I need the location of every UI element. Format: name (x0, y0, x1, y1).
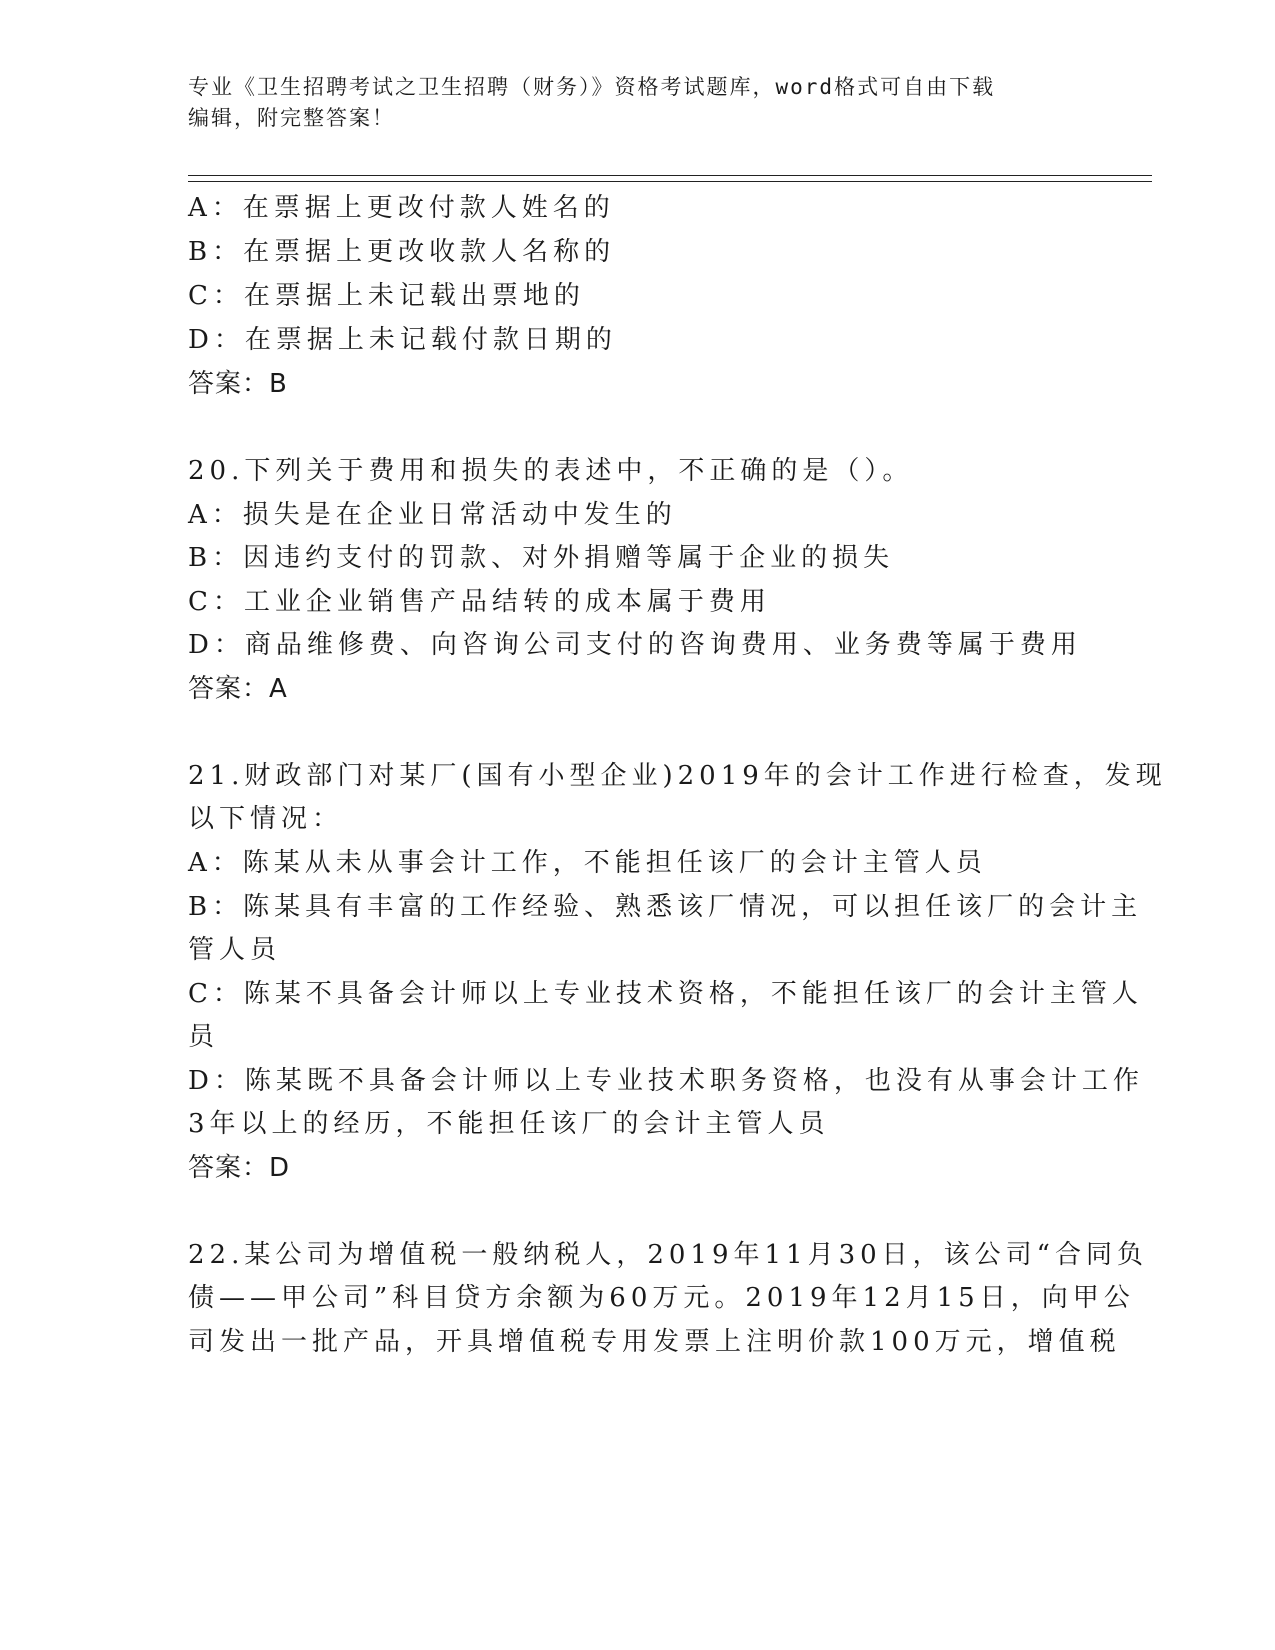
q21-stem-line-2: 以下情况： (188, 804, 344, 834)
q21-option-d-line-2: 3年以上的经历，不能担任该厂的会计主管人员 (188, 1109, 830, 1139)
q20-option-b: B：因违约支付的罚款、对外捐赠等属于企业的损失 (188, 543, 895, 573)
q21-option-a: A：陈某从未从事会计工作，不能担任该厂的会计主管人员 (188, 848, 987, 878)
q21-option-d-line-1: D：陈某既不具备会计师以上专业技术职务资格，也没有从事会计工作 (188, 1066, 1144, 1096)
q21-option-c-line-2: 员 (188, 1022, 220, 1052)
header-divider-bottom (188, 181, 1152, 182)
document-header (188, 72, 1088, 134)
q19-option-a: A：在票据上更改付款人姓名的 (188, 193, 615, 223)
q19-option-c: C：在票据上未记载出票地的 (188, 281, 585, 311)
q21-option-b-line-2: 管人员 (188, 935, 282, 965)
q19-option-d: D：在票据上未记载付款日期的 (188, 325, 617, 355)
header-line-1: 专业《卫生招聘考试之卫生招聘（财务）》资格考试题库，word格式可自由下载 (188, 75, 996, 99)
q22-stem-line-3: 司发出一批产品，开具增值税专用发票上注明价款100万元，增值税 (188, 1327, 1121, 1357)
q21-option-c-line-1: C：陈某不具备会计师以上专业技术资格，不能担任该厂的会计主管人 (188, 979, 1143, 1009)
q21-option-b-line-1: B：陈某具有丰富的工作经验、熟悉该厂情况，可以担任该厂的会计主 (188, 892, 1143, 922)
header-line-2: 编辑，附完整答案！ (188, 106, 395, 130)
q20-answer: 答案：A (188, 674, 288, 704)
q21-stem-line-1: 21.财政部门对某厂(国有小型企业)2019年的会计工作进行检查，发现 (188, 761, 1167, 791)
q19-option-b: B：在票据上更改收款人名称的 (188, 237, 616, 267)
q21-answer: 答案：D (188, 1153, 291, 1183)
q20-option-d: D：商品维修费、向咨询公司支付的咨询费用、业务费等属于费用 (188, 630, 1082, 660)
header-divider-top (188, 175, 1152, 176)
q20-stem: 20.下列关于费用和损失的表述中，不正确的是（）。 (188, 456, 914, 486)
q22-stem-line-2: 债——甲公司”科目贷方余额为60万元。2019年12月15日，向甲公 (188, 1283, 1135, 1313)
q22-stem-line-1: 22.某公司为增值税一般纳税人，2019年11月30日，该公司“合同负 (188, 1240, 1148, 1270)
q19-answer: 答案：B (188, 369, 288, 399)
q20-option-a: A：损失是在企业日常活动中发生的 (188, 500, 677, 530)
q20-option-c: C：工业企业销售产品结转的成本属于费用 (188, 587, 771, 617)
